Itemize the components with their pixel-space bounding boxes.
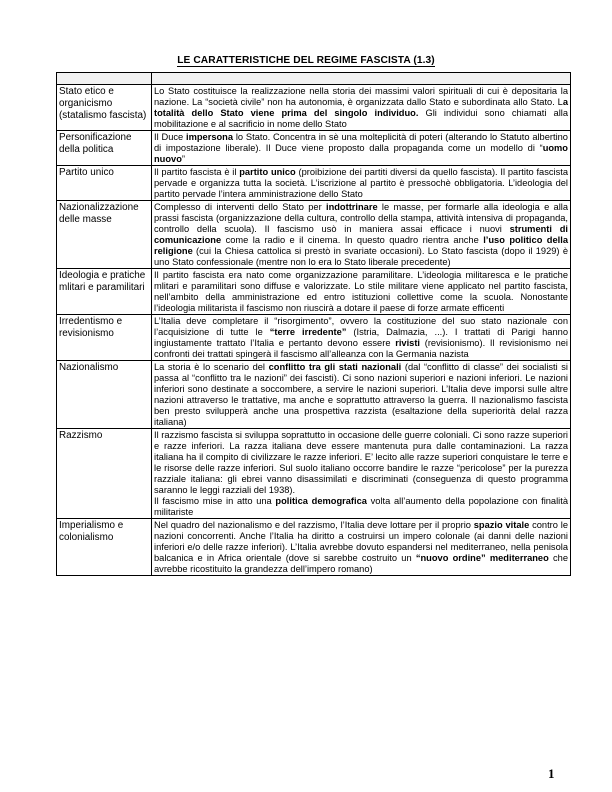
text-segment: Gli individui sono chiamati alla mobilitazione e al sacrificio in nome dello Stato [154, 108, 569, 129]
bold-text: “terre irredente” [269, 327, 347, 337]
document-title [0, 55, 612, 66]
header-cell-empty [57, 73, 152, 85]
text-segment: (cui la Chiesa cattolica si prestò in svariate occasioni). Lo Stato fascista (dopo il 1929) è uno Stato confessionale (mentre non lo era lo Stato liberale precedente) [154, 246, 568, 267]
text-segment: Il razzismo fascista si sviluppa soprattutto in occasione delle guerre coloniali. Ci sono razze superiori e razze inferiori. La razza italiana deve essere mantenuta pura dalle contaminazioni. La razza italiana ha il compito di civilizzare le razze inferiori. E’ lecito alle razze superiori conquistare le terre e le risorse delle razze inferiori. Sul suolo italiano occorre bandire le razze “pericolose” per la purezza razziale italiana: gli ebrei vanno disassimilati e discriminati (conseguenza di questo programma saranno le leggi razziali del 1938). [154, 430, 568, 495]
row-description [152, 269, 571, 315]
text-segment: Il partito fascista era nato come organizzazione paramilitare. L’ideologia militaresca e le pratiche mlitari e paramilitari sono diffuse e valorizzate. Lo stile militare viene applicato nel partito fascista, nell’ambito della amministrazione ed entro istituzioni collettive come la scuola. Nonostante l’ideologia militarista il fascismo non riuscirà a dotare il paese di forze armate efficenti [154, 270, 568, 313]
row-description [152, 166, 571, 201]
table-row [57, 269, 571, 315]
text-segment: che avrebbe ricostituito la grandezza dell’impero romano) [154, 553, 568, 574]
table-header-row [57, 73, 571, 85]
row-description [152, 361, 571, 429]
bold-text: spazio vitale [473, 520, 530, 530]
row-description [152, 429, 571, 519]
row-label: Stato etico e organicismo (statalismo fascista) [57, 85, 152, 131]
bold-text: impersona [186, 132, 234, 142]
table-row [57, 519, 571, 576]
bold-text: politica demografica [275, 496, 367, 506]
row-label: Partito unico [57, 166, 152, 201]
characteristics-table [56, 72, 571, 576]
table-row [57, 361, 571, 429]
text-segment: ” [181, 154, 185, 164]
text-segment: La storia è lo scenario del [154, 362, 269, 372]
bold-text: “nuovo ordine” mediterraneo [415, 553, 549, 563]
row-description [152, 315, 571, 361]
row-label: Personificazione della politica [57, 131, 152, 166]
row-label: Irredentismo e revisionismo [57, 315, 152, 361]
table-row [57, 429, 571, 519]
bold-text: partito unico [239, 167, 296, 177]
text-segment: (revisionismo). Il revisionismo nei confronti dei trattati spingerà il fascismo all’alleanza con la Germania nazista [154, 338, 568, 359]
text-segment: Il partito fascista è il [154, 167, 240, 177]
text-segment: (Istria, Dalmazia, ...). I trattati di Parigi hanno ingiustamente trattato l’Italia e pertanto devono essere [154, 327, 568, 348]
bold-text: a totalità dello Stato viene prima del singolo individuo. [154, 97, 568, 118]
text-segment: Il fascismo mise in atto una [154, 496, 276, 506]
row-label: Nazionalismo [57, 361, 152, 429]
text-segment: come la radio e il cinema. In questo quadro rientra anche [221, 235, 484, 245]
text-segment: Lo Stato costituisce la realizzazione nella storia dei massimi valori spirituali di cui è depositaria la nazione. La “società civile” non ha autonomia, è organizzata dallo Stato e subordinata allo Stato. L [154, 86, 568, 107]
text-segment: (dal “conflitto di classe” dei socialisti si passa al “conflitto tra le nazioni” dei fascisti). Ci sono nazioni superiori e nazioni inferiori. Le nazioni inferiori sono destinate a soccombere, a servire le nazioni superiori. L’Italia deve imporsi sulle altre nazioni attraverso le trattative, ma anche e soprattutto attraverso la guerra. Il nazionalismo fascista ben presto svilupperà anche una prospettiva razzista (esaltazione della superiorità delal razza italiana) [154, 362, 568, 427]
page-number: 1 [548, 766, 555, 781]
bold-text: conflitto tra gli stati nazionali [268, 362, 402, 372]
row-description [152, 85, 571, 131]
text-segment: (proibizione dei partiti diversi da quello fascista). Il partito fascista pervade e organizza tutta la società. L’iscrizione al partito è pressochè obbligatoria. L’ideologia del partito pervade l’intera amministrazione dello Stato [154, 167, 568, 199]
text-segment: Il Duce [154, 132, 187, 142]
text-segment: Nel quadro del nazionalismo e del razzismo, l’Italia deve lottare per il proprio [154, 520, 474, 530]
row-label: Ideologia e pratiche mlitari e paramilitari [57, 269, 152, 315]
table-row [57, 85, 571, 131]
bold-text: l’uso politico della religione [154, 235, 568, 256]
row-description [152, 519, 571, 576]
text-segment: lo Stato. Concentra in sè una molteplicità di poteri (alterando lo Statuto albertino di impostazione liberale). Il Duce viene proposto dalla propaganda come un modello di “ [154, 132, 568, 153]
document-title-text: LE CARATTERISTICHE DEL REGIME FASCISTA (1.3) [177, 55, 435, 66]
bold-text: indottrinare [325, 202, 378, 212]
table-row [57, 166, 571, 201]
row-label: Razzismo [57, 429, 152, 519]
table-row [57, 201, 571, 269]
text-segment: Complesso di interventi dello Stato per [154, 202, 326, 212]
bold-text: uomo nuovo [154, 143, 568, 164]
row-label: Imperialismo e colonialismo [57, 519, 152, 576]
row-label: Nazionalizzazione delle masse [57, 201, 152, 269]
text-segment: L’Italia deve completare il “risorgimento”, ovvero la costituzione del suo stato nazionale con l’acquisizione di tutte le [154, 316, 568, 337]
text-segment: volta all’aumento della popolazione con finalità militariste [154, 496, 568, 517]
row-description [152, 201, 571, 269]
row-description [152, 131, 571, 166]
bold-text: rivisti [395, 338, 421, 348]
bold-text: strumenti di comunicazione [154, 224, 569, 245]
text-segment: le masse, per formarle alla ideologia e alla prassi fascista (organizzazione della cultura, controllo della stampa, attività intensiva di propaganda, controllo della scuola). Il fascismo usò in maniera assai efficace i nuovi [154, 202, 569, 234]
table-row [57, 315, 571, 361]
table-row [57, 131, 571, 166]
text-segment: contro le nazioni concorrenti. Anche l’Italia ha diritto a costruirsi un impero colonale (ai danni delle nazioni inferiori e/o delle razze inferiori). L’Italia avrebbe dovuto espandersi nel mediterraneo, nella penisola balcanica e in Africa orientale (dove si sarebbe costruito un [154, 520, 568, 563]
header-cell-empty [152, 73, 571, 85]
